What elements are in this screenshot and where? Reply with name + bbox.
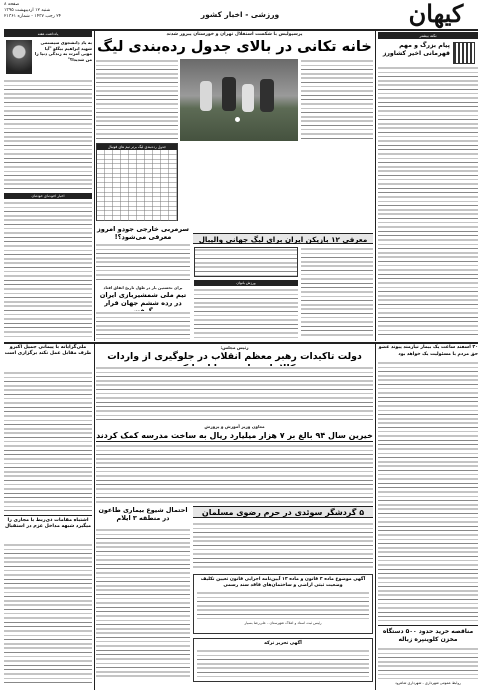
left-bottom-text-1: [4, 371, 92, 511]
estate-notice-body: [197, 591, 369, 621]
news-text: [96, 366, 373, 422]
judo-text: [96, 243, 190, 283]
volleyball-text: [301, 247, 373, 339]
league-table-title: جدول رده‌بندی لیگ برتر تیم های فوتبال: [97, 144, 177, 150]
league-table-grid: [97, 150, 177, 221]
estate-notice-2-body: [197, 649, 369, 679]
left-column: [4, 31, 92, 341]
sidebar-bottom: [378, 345, 478, 690]
estate-notice-footer: رئیس ثبت اسناد و املاک شهرستان - علی‌رضا بسیار: [244, 621, 322, 625]
plague-headline[interactable]: احتمال شیوع بیماری طاعون در منطقه ۳ ایلام: [98, 506, 188, 522]
sports-kicker: پرسپولیس با شکست استقلال تهران و خوزستان پیروز شدند: [166, 32, 303, 37]
sports-section: [96, 31, 373, 341]
sports-text-right: [301, 59, 373, 141]
news-text-3: [193, 522, 373, 570]
news-headline[interactable]: دولت تاکیدات رهبر معظم انقلاب در جلوگیری از واردات: [107, 351, 362, 362]
judo-headline[interactable]: سرمربی خارجی جودو امروز معرفی می‌شود؟!: [97, 225, 189, 241]
league-table: [96, 143, 178, 221]
women-sport-label: ورزش بانوان: [194, 280, 298, 286]
left-section-label: اخبار اخوت‌ای خودمان: [4, 193, 92, 199]
news-headline-2[interactable]: خیرین سال ۹۴ بالغ بر ۷ هزار میلیارد ریال به ساخت مدرسه کمک کردند: [96, 431, 373, 440]
news-section: [96, 344, 373, 690]
news-kicker: رئیس مجلس:: [220, 345, 249, 350]
sidebar-body: [378, 66, 478, 338]
estate-notice-2: [193, 638, 373, 682]
left-column-text-2: [4, 201, 92, 339]
sidebar-bottom-headline[interactable]: حق مردم با مسئولیت یک خواهد بود: [398, 352, 478, 357]
author-photo[interactable]: [6, 40, 32, 74]
issue-date: شنبه ۱۲ اردیبهشت ۱۳۹۵: [4, 8, 51, 13]
left-bottom-headline-1[interactable]: ملی‌گرایانه با پیمانی جمیل اکبرو طرف مقابل عمل نکند برگزاری است: [4, 345, 92, 356]
fencing-text: [96, 311, 190, 339]
estate-notice-title[interactable]: آگهی موضوع ماده ۳ قانون و ماده ۱۳ آیین‌نامه اجرایی قانون تعیین تکلیف وضعیت ثبتی اراضی و ساختمان‌های فاقد سند رسمی: [200, 577, 366, 588]
sports-mini-box: [194, 247, 298, 277]
sidebar-label-box: نکته بیشتر: [378, 32, 478, 39]
sidebar-bottom-text: [378, 361, 478, 621]
newspaper-logo[interactable]: کیهان: [408, 0, 464, 28]
estate-notice: [193, 574, 373, 634]
women-sport-text: [194, 288, 298, 339]
sidebar-icon: [453, 42, 475, 64]
volleyball-headline[interactable]: معرفی ۱۲ بازیکن ایران برای لیگ جهانی والیبال: [193, 233, 373, 244]
sports-headline[interactable]: خانه تکانی در بالای جدول رده‌بندی لیگ: [97, 39, 372, 55]
fencing-kicker: برای نخستین بار در طول تاریخ اتفاق افتاد: [103, 285, 183, 290]
news-headline-3[interactable]: ۵ گردشگر سوئدی در حرم رضوی مسلمان: [193, 506, 373, 518]
left-column-text: [4, 79, 92, 189]
fencing-headline[interactable]: تیم ملی شمشیربازی ایران در رده ششم جهان قرار: [99, 291, 187, 307]
section-title: ورزشی - اخبار کشور: [200, 10, 280, 19]
sidebar-bottom-kicker[interactable]: ۳۰ اسفند ساعت یک بیمار نیازمند پیوند عضو: [378, 345, 478, 350]
left-column-label: یادداشت هفته: [4, 31, 92, 37]
left-bottom-text-2: [4, 543, 92, 683]
estate-notice-2-title[interactable]: آگهی تحریر ترکه: [264, 641, 302, 646]
masthead: [0, 0, 482, 30]
news-text-2: [96, 444, 373, 504]
left-bottom-headline-2[interactable]: اشتباه مقامات ذی‌ربط با مجاری را میگیرد شبهه مداخل عزم در استقبال: [4, 515, 92, 530]
left-quote[interactable]: به یاد دانشجوی سیستمی شهید ابراهیم بیگلو "آیا موبی آمرت به زندگی دنیا را من شدیدا؟": [34, 40, 92, 62]
page-number: صفحه ۸: [4, 2, 20, 7]
sidebar-headline[interactable]: پیام بزرگ و مهم قهرمانی اخیر کشاورز: [382, 42, 450, 57]
sports-text-left: [96, 59, 178, 141]
plague-text: [96, 528, 190, 680]
tender-headline[interactable]: مناقصه خرید حدود ۵۰۰ دستگاه مخزن کلوینپره زباله: [378, 625, 478, 643]
issue-number: ۲۴ رجب ۱۴۳۷ - شماره ۲۱۳۶۱: [4, 14, 62, 19]
football-photo[interactable]: [180, 59, 298, 141]
tender-text: [378, 647, 478, 679]
news-kicker-2: معاون وزیر آموزش و پرورش: [204, 424, 265, 429]
left-column-bottom: [4, 345, 92, 690]
sidebar: [378, 32, 478, 340]
tender-footer: روابط عمومی شهرداری - شهرداری شاهرود: [395, 681, 461, 685]
